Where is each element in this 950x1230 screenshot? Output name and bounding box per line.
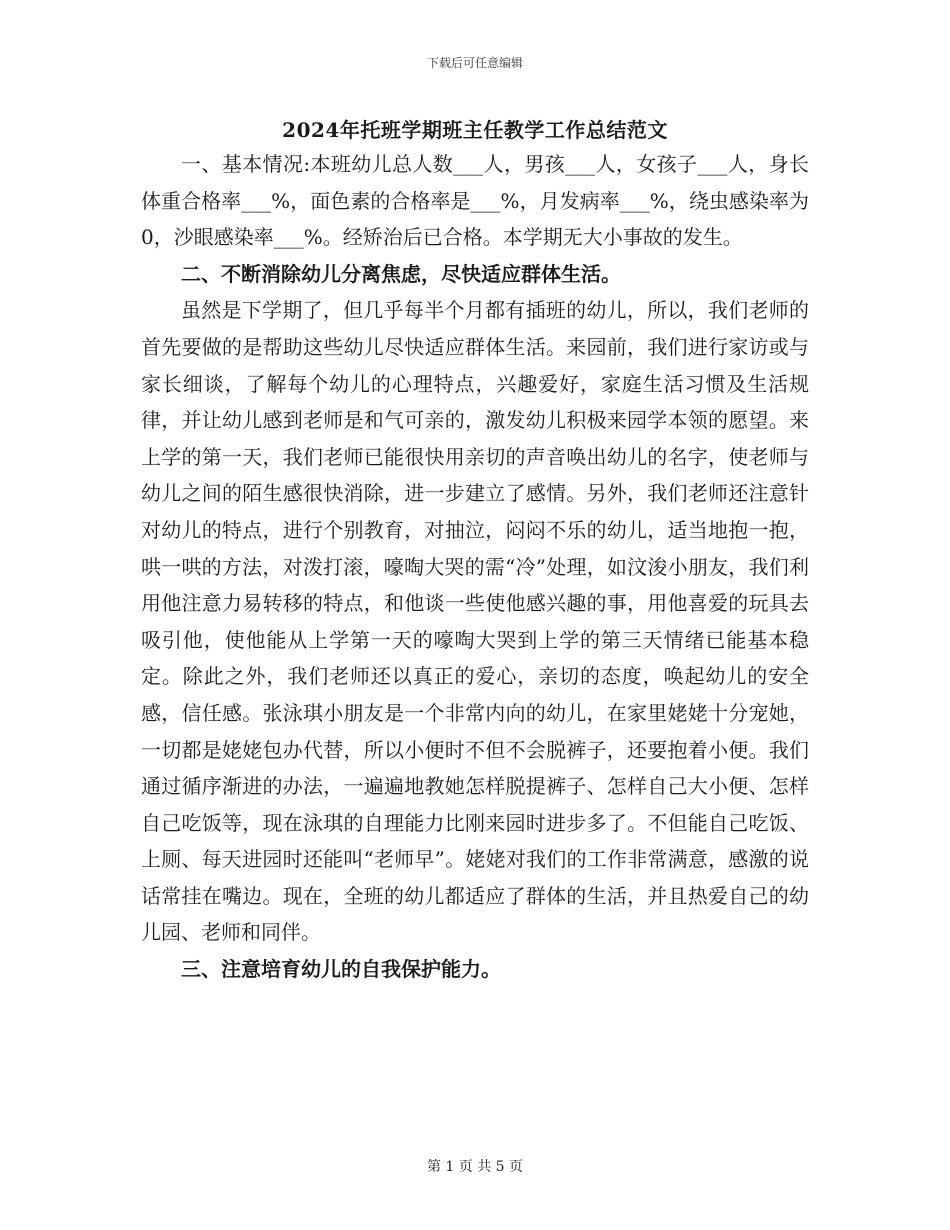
paragraph-separation-anxiety: 虽然是下学期了，但几乎每半个月都有插班的幼儿，所以，我们老师的首先要做的是帮助这些幼儿尽快适应群体生活。来园前，我们进行家访或与家长细谈，了解每个幼儿的心理特点，兴趣爱好，家庭生活习惯及生活规律，并让幼儿感到老师是和气可亲的，激发幼儿积极来园学本领的愿望。来上学的第一天，我们老师已能很快用亲切的声音唤出幼儿的名字，使老师与幼儿之间的陌生感很快消除，进一步建立了感情。另外，我们老师还注意针对幼儿的特点，进行个别教育，对抽泣，闷闷不乐的幼儿，适当地抱一抱，哄一哄的方法，对泼打滚，嚎啕大哭的需“冷”处理，如汶浚小朋友，我们利用他注意力易转移的特点，和他谈一些使他感兴趣的事，用他喜爱的玩具去吸引他，使他能从上学第一天的嚎啕大哭到上学的第三天情绪已能基本稳定。除此之外，我们老师还以真正的爱心，亲切的态度，唤起幼儿的安全感，信任感。张泳琪小朋友是一个非常内向的幼儿，在家里姥姥十分宠她，一切都是姥姥包办代替，所以小便时不但不会脱裤子，还要抱着小便。我们通过循序渐进的办法，一遍遍地教她怎样脱提裤子、怎样自己大小便、怎样自己吃饭等，现在泳琪的自理能力比刚来园时进步多了。不但能自己吃饭、上厕、每天进园时还能叫“老师早”。姥姥对我们的工作非常满意，感激的说话常挂在嘴边。现在，全班的幼儿都适应了群体的生活，并且热爱自己的幼儿园、老师和同伴。 (141, 298, 809, 945)
document-title: 2024年托班学期班主任教学工作总结范文 (282, 118, 668, 142)
paragraph-basic-info: 一、基本情况:本班幼儿总人数___人，男孩___人，女孩子___人，身长体重合格率___%，面色素的合格率是___%，月发病率___%，绕虫感染率为0，沙眼感染率___%。经矫治后已合格。本学期无大小事故的发生。 (141, 152, 809, 250)
page-number: 第 1 页 共 5 页 (426, 1159, 524, 1175)
page-header: 下载后可任意编辑 (426, 56, 523, 70)
section-heading-self-protection: 三、注意培育幼儿的自我保护能力。 (181, 957, 501, 982)
document-body (141, 146, 809, 988)
section-heading-separation-anxiety: 二、不断消除幼儿分离焦虑，尽快适应群体生活。 (181, 261, 621, 286)
